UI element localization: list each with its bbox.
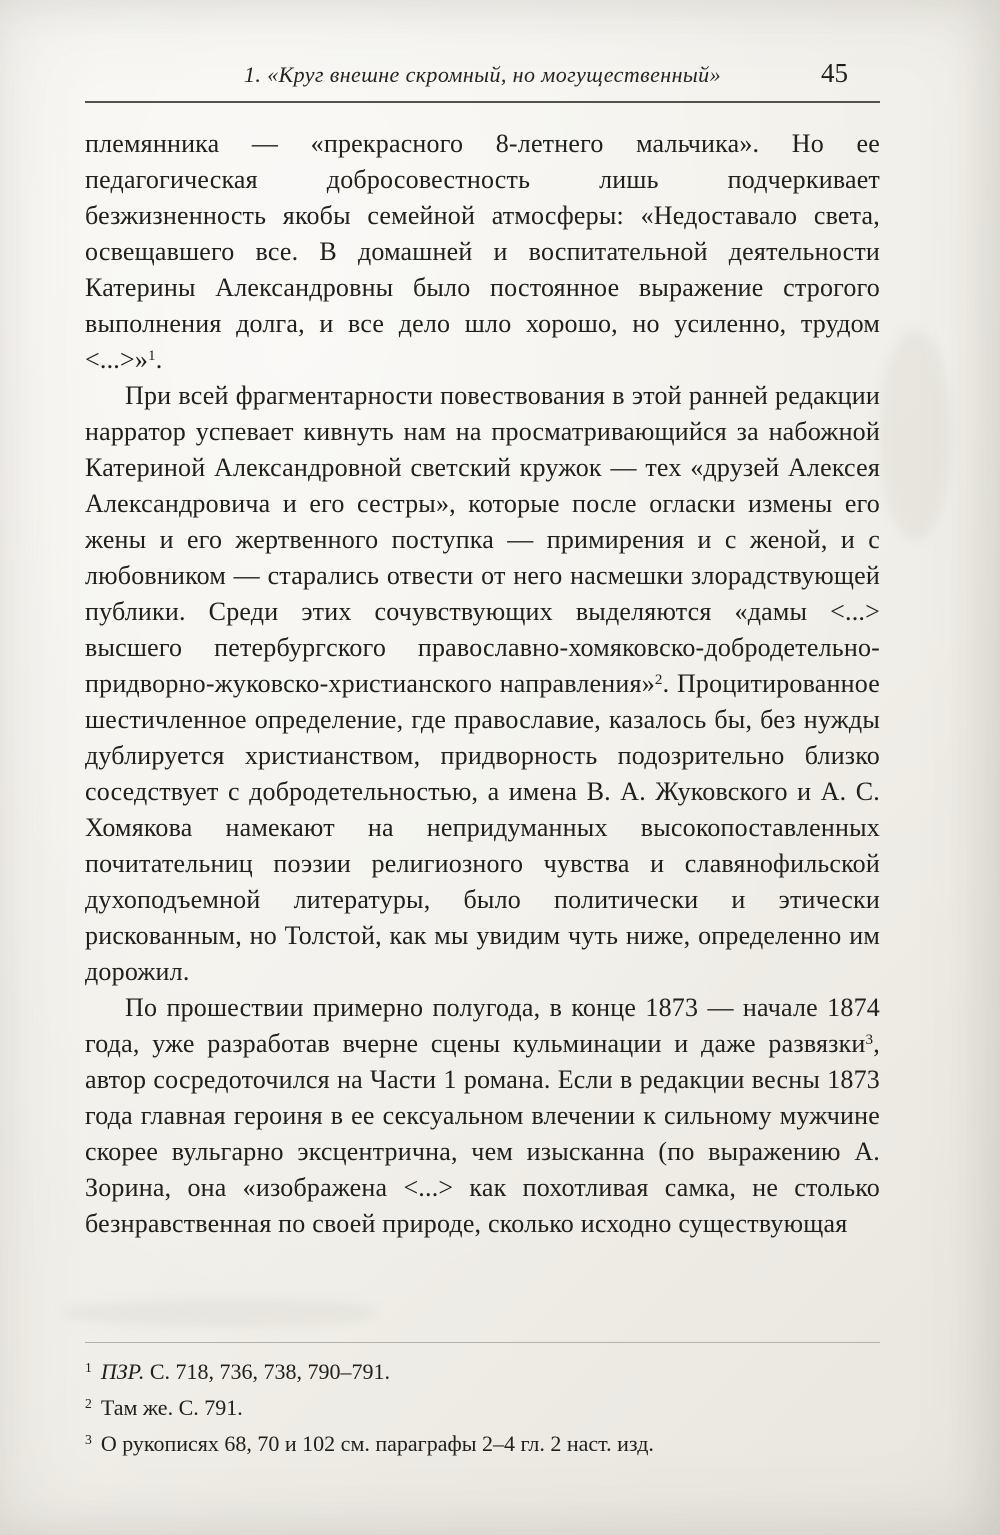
footnotes	[85, 1356, 880, 1464]
footnote-separator-rule	[85, 1342, 880, 1343]
footnote-reference: 1	[148, 347, 156, 364]
paragraph	[85, 990, 880, 1242]
footnote	[85, 1356, 880, 1387]
italic-text: ПЗР.	[100, 1359, 145, 1384]
footnote-marker: 2	[85, 1396, 92, 1412]
text-run: . Процитированное шестичленное определение, где православие, казалось бы, без нужды дублируется христианством, придворность подозрительно близко соседствует с добродетельностью, а имена В. А. Жуковского и А. С. Хомякова намекают на непридуманных высокопоставленных почитательниц поэзии религиозного чувства и славянофильской духоподъемной литературы, было политически и этически рискованным, но Толстой, как мы увидим чуть ниже, определенно им дорожил.	[85, 669, 880, 986]
paragraph	[85, 126, 880, 378]
page-number: 45	[821, 58, 848, 88]
footnote	[85, 1428, 880, 1459]
text-run: Там же. С. 791.	[100, 1395, 243, 1420]
text-run: По прошествии примерно полугода, в конце 1873 — начале 1874 года, уже разработав вчерне сцены кульминации и даже развязки	[85, 993, 880, 1058]
paragraph	[85, 378, 880, 990]
header-rule	[85, 101, 880, 103]
footnote-reference: 3	[865, 1031, 874, 1048]
footnote-reference: 2	[654, 671, 663, 688]
scan-artifact	[880, 330, 950, 540]
body-text	[85, 126, 880, 1332]
text-run: племянника — «прекрасного 8-летнего мальчика». Но ее педагогическая добросовестность лишь подчеркивает безжизненность якобы семейной атмосферы: «Недоставало света, освещавшего все. В домашней и воспитательной деятельности Катерины Александровны было постоянное выражение строгого выполнения долга, и все дело шло хорошо, но усиленно, трудом <...>»	[85, 129, 880, 374]
footnote-marker: 1	[85, 1360, 92, 1376]
text-run: .	[155, 345, 163, 374]
text-run: О рукописях 68, 70 и 102 см. параграфы 2–4 гл. 2 наст. изд.	[100, 1431, 654, 1456]
text-run: , автор сосредоточился на Части 1 романа. Если в редакции весны 1873 года главная героиня в ее сексуальном влечении к сильному мужчине скорее вульгарно эксцентрична, чем изысканна (по выражению А. Зорина, она «изображена <...> как похотливая самка, не столько безнравственная по своей природе, сколько исходно существующая	[85, 1029, 880, 1238]
page-header	[85, 58, 880, 94]
text-run: При всей фрагментарности повествования в этой ранней редакции нарратор успевает кивнуть нам на просматривающийся за набожной Катериной Александровной светский кружок — тех «друзей Алексея Александровича и его сестры», которые после огласки измены его жены и его жертвенного поступка — примирения и с женой, и с любовником — старались отвести от него насмешки злорадствующей публики. Среди этих сочувствующих выделяются «дамы <...> высшего петербургского православно-хомяковско-добродетельно-придворно-жуковско-христианского направления»	[85, 381, 880, 698]
running-title: 1. «Круг внешне скромный, но могущественный»	[244, 62, 721, 87]
footnote	[85, 1392, 880, 1423]
footnote-marker: 3	[85, 1432, 92, 1448]
text-run: С. 718, 736, 738, 790–791.	[144, 1359, 391, 1384]
